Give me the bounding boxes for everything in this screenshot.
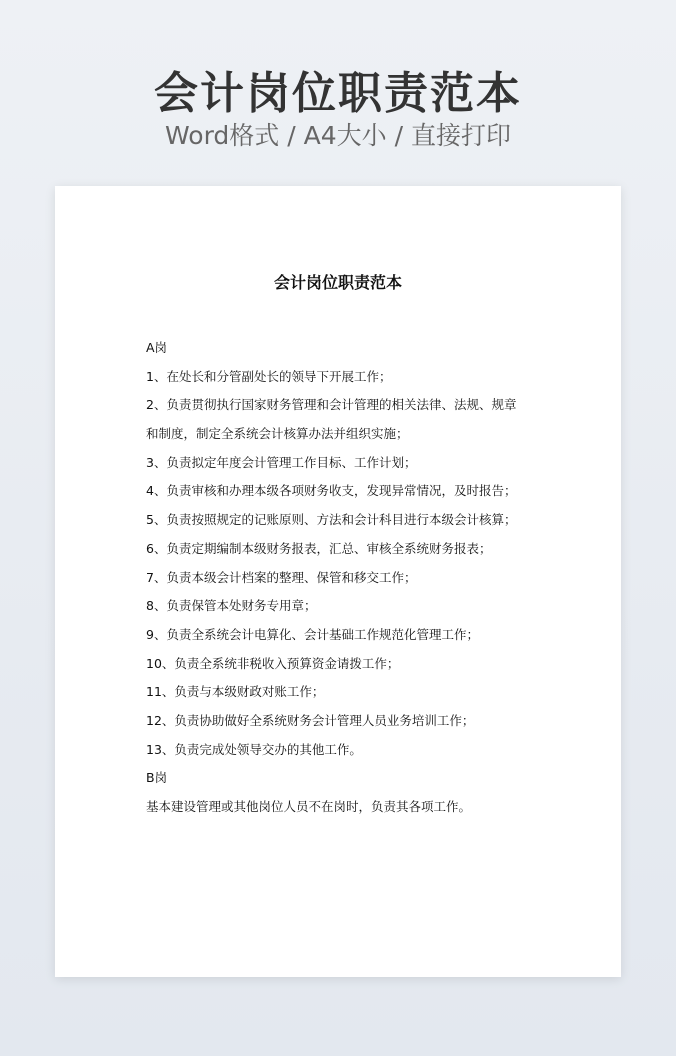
document-page	[55, 186, 621, 977]
duty-line-5: 5、负责按照规定的记账原则、方法和会计科目进行本级会计核算；	[146, 512, 517, 528]
duty-line-11: 11、负责与本级财政对账工作；	[146, 684, 325, 700]
duty-line-6: 6、负责定期编制本级财务报表，汇总、审核全系统财务报表；	[146, 540, 492, 556]
duty-line-4: 4、负责审核和办理本级各项财务收支，发现异常情况，及时报告；	[146, 483, 517, 499]
duty-line-8: 8、负责保管本处财务专用章；	[146, 598, 317, 614]
section-heading-b: B岗	[146, 770, 168, 786]
duty-line-13: 13、负责完成处领导交办的其他工作。	[146, 741, 362, 757]
duty-line-2-continued: 和制度，制定全系统会计核算办法并组织实施；	[146, 426, 409, 442]
section-heading-a: A岗	[146, 340, 168, 355]
duty-line-2: 2、负责贯彻执行国家财务管理和会计管理的相关法律、法规、规章	[146, 397, 517, 413]
banner-title: 会计岗位职责范本	[154, 68, 522, 119]
duty-line-10: 10、负责全系统非税收入预算资金请拨工作；	[146, 655, 400, 671]
duty-line-12: 12、负责协助做好全系统财务会计管理人员业务培训工作；	[146, 712, 475, 728]
duty-line-7: 7、负责本级会计档案的整理、保管和移交工作；	[146, 569, 417, 585]
duty-line-3: 3、负责拟定年度会计管理工作目标、工作计划；	[146, 454, 417, 470]
banner-subtitle: Word格式 / A4大小 / 直接打印	[165, 121, 511, 150]
document-title: 会计岗位职责范本	[273, 273, 402, 292]
duty-line-9: 9、负责全系统会计电算化、会计基础工作规范化管理工作；	[146, 626, 479, 642]
duty-line-1: 1、在处长和分管副处长的领导下开展工作；	[146, 368, 392, 384]
b-post-duty-line: 基本建设管理或其他岗位人员不在岗时，负责其各项工作。	[146, 799, 472, 814]
document-body	[146, 338, 546, 826]
